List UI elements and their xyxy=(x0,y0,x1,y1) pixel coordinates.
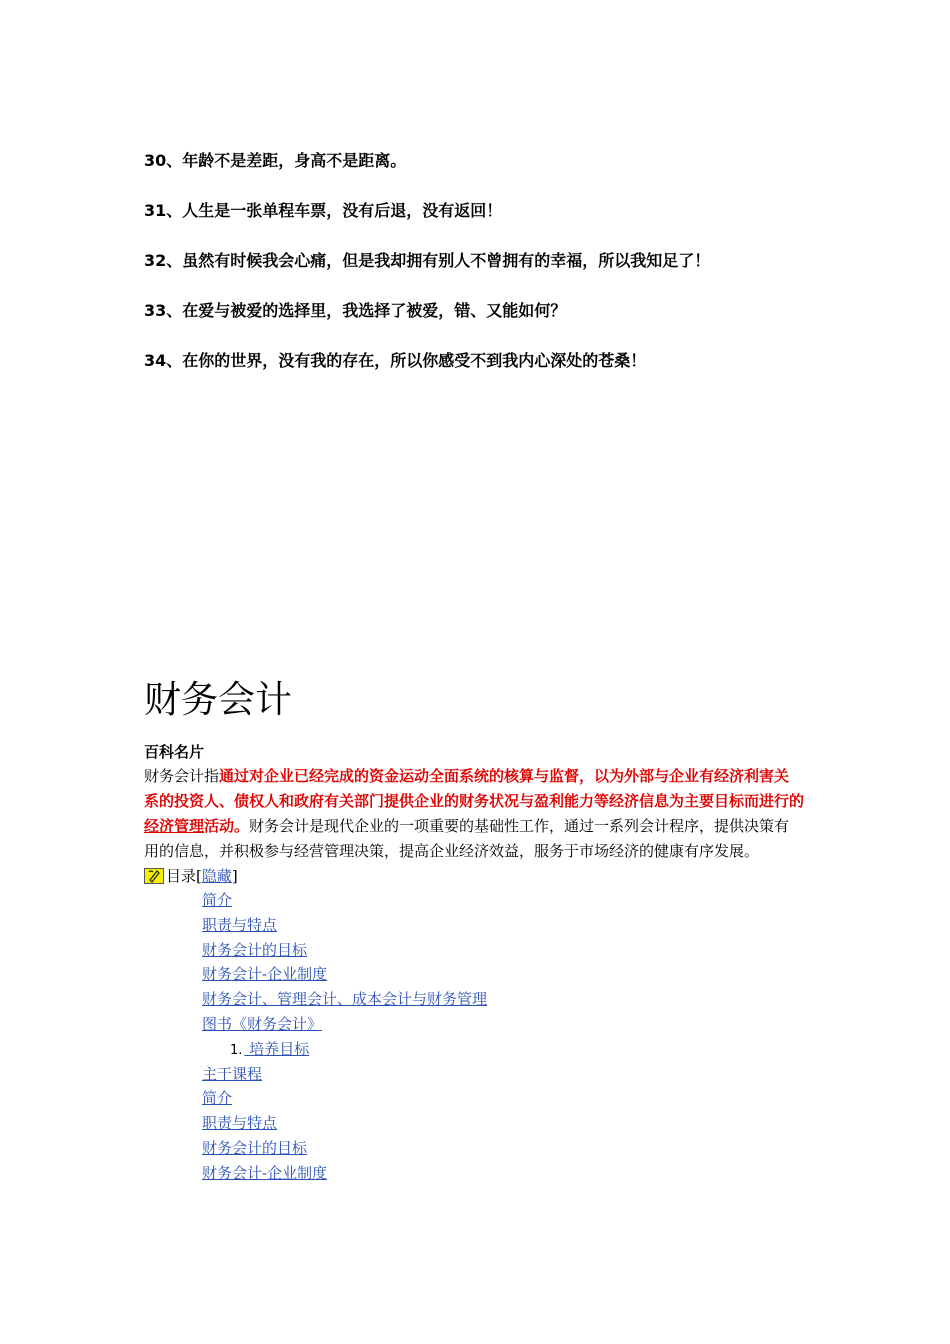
intro-rest: 财务会计是现代企业的一项重要的基础性工作，通过一系列会计程序，提供决策有用的信息，并积极参与经营管理决策，提高企业经济效益，服务于市场经济的健康有序发展。 xyxy=(144,817,790,860)
toc-item xyxy=(202,1012,804,1037)
quote-item: 34、在你的世界，没有我的存在，所以你感受不到我内心深处的苍桑！ xyxy=(144,351,647,370)
toc-item xyxy=(202,1111,804,1136)
toc-close-bracket: ] xyxy=(231,867,238,885)
toc-header xyxy=(144,864,804,888)
article-subtitle: 百科名片 xyxy=(144,743,205,761)
toc-link[interactable]: 简介 xyxy=(202,1089,233,1108)
toc-link[interactable]: 财务会计-企业制度 xyxy=(202,1163,328,1182)
toc-item xyxy=(202,1161,804,1186)
toc-toggle-icon[interactable] xyxy=(144,868,164,884)
toc-sub-link[interactable] xyxy=(244,1040,309,1058)
toc-sub-link-text: 培养目标 xyxy=(249,1039,310,1058)
toc-label: 目录[ xyxy=(166,867,202,885)
toc-link[interactable]: 主干课程 xyxy=(202,1064,263,1083)
toc-link[interactable]: 简介 xyxy=(202,891,233,909)
toc-list xyxy=(144,888,804,1186)
toc-link[interactable]: 财务会计-企业制度 xyxy=(202,965,328,984)
quote-item: 31、人生是一张单程车票，没有后退，没有返回！ xyxy=(144,201,503,220)
article-title: 财务会计 xyxy=(144,678,292,721)
toc-link[interactable]: 职责与特点 xyxy=(202,1114,278,1133)
toc-item xyxy=(202,938,804,963)
toc-item xyxy=(202,1136,804,1161)
intro-highlight: 通过对企业已经完成的资金运动全面系统的核算与监督，以为外部与企业有经济利害关系的投资人、债权人和政府有关部门提供企业的财务状况与盈利能力等经济信息为主要目标而进行的 xyxy=(144,767,805,810)
toc-link[interactable]: 财务会计的目标 xyxy=(202,1138,308,1157)
article-intro xyxy=(144,764,804,864)
intro-lead: 财务会计指 xyxy=(144,767,220,785)
toc-link[interactable]: 图书《财务会计》 xyxy=(202,1014,323,1033)
article xyxy=(144,672,804,1186)
toc-item xyxy=(202,987,804,1012)
toc-link[interactable]: 财务会计、管理会计、成本会计与财务管理 xyxy=(202,990,488,1009)
toc-hide-link[interactable]: 隐藏 xyxy=(201,867,232,885)
intro-highlight-end: 活动。 xyxy=(204,817,250,835)
quote-item: 32、虽然有时候我会心痛，但是我却拥有别人不曾拥有的幸福，所以我知足了！ xyxy=(144,251,711,270)
toc-link[interactable]: 职责与特点 xyxy=(202,915,278,934)
quote-list xyxy=(144,148,844,398)
toc-item xyxy=(202,888,804,913)
toc-item xyxy=(202,962,804,987)
toc-item xyxy=(202,1062,804,1087)
toc-sub-item xyxy=(202,1037,804,1062)
toc-link[interactable]: 财务会计的目标 xyxy=(202,940,308,959)
quote-item: 30、年龄不是差距，身高不是距离。 xyxy=(144,151,407,170)
toc-item xyxy=(202,1086,804,1111)
toc-item xyxy=(202,913,804,938)
quote-item: 33、在爱与被爱的选择里，我选择了被爱，错、又能如何？ xyxy=(144,301,567,320)
intro-highlight-link[interactable]: 经济管理 xyxy=(144,817,205,835)
toc-sub-number: 1. xyxy=(230,1042,243,1058)
